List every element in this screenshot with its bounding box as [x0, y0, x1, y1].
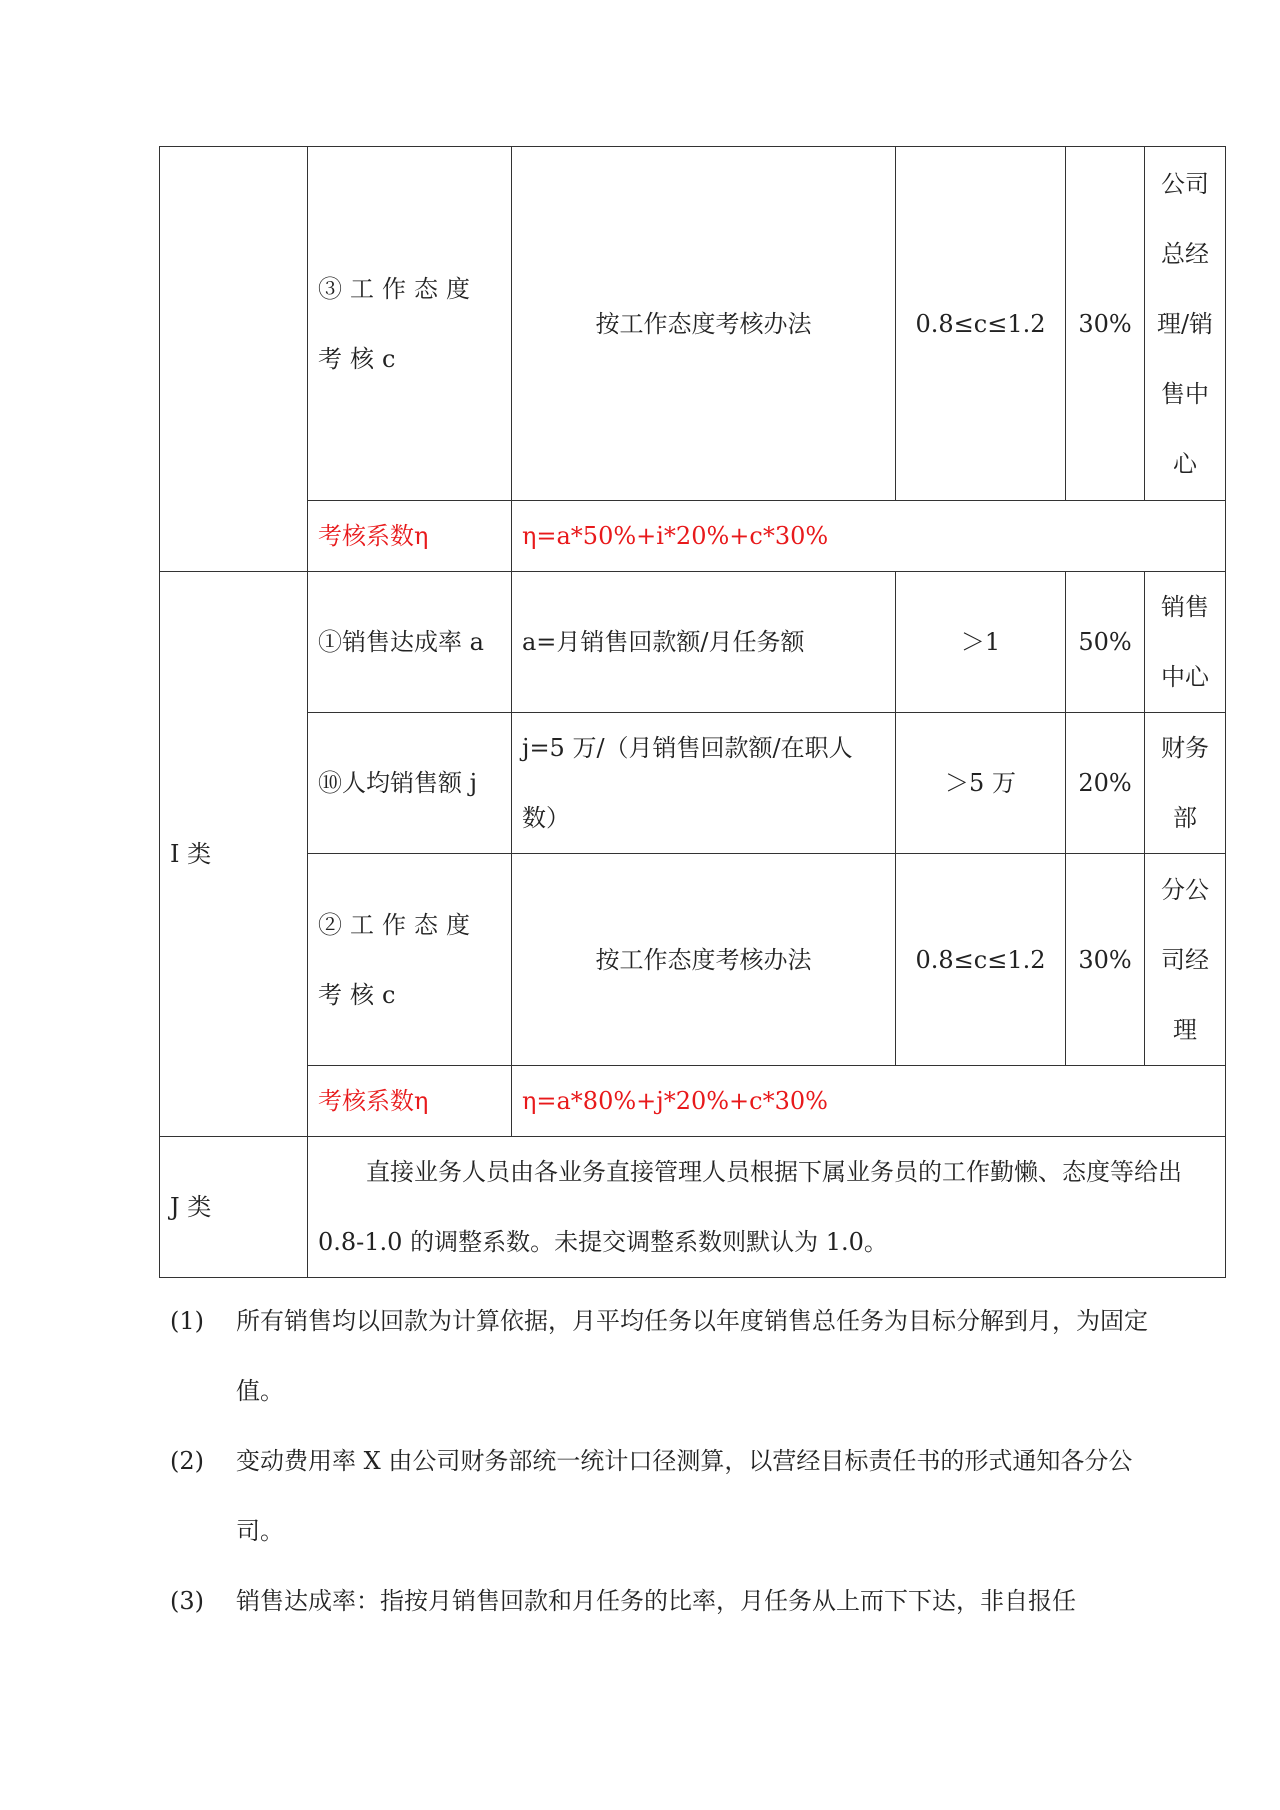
method-cell: a=月销售回款额/月任务额: [512, 572, 896, 713]
note-number: (3): [170, 1587, 204, 1615]
note-number: (1): [170, 1307, 204, 1335]
table-row: [160, 713, 1226, 854]
weight-cell: 30%: [1066, 147, 1145, 501]
notes-list: [170, 1286, 1170, 1636]
item-cell: ⑩人均销售额 j: [308, 713, 512, 854]
item-cell: ①销售达成率 a: [308, 572, 512, 713]
assessment-table: [159, 146, 1226, 1278]
range-cell: 0.8≤c≤1.2: [896, 147, 1066, 501]
list-item: [170, 1286, 1170, 1426]
item-cell: ③工作态度考核c: [308, 147, 512, 501]
weight-cell: 30%: [1066, 854, 1145, 1066]
coef-formula-cell: η=a*80%+j*20%+c*30%: [512, 1066, 1226, 1137]
list-item: [170, 1566, 1170, 1636]
coef-formula-cell: η=a*50%+i*20%+c*30%: [512, 501, 1226, 572]
category-cell-j: J 类: [160, 1137, 308, 1278]
range-cell: 0.8≤c≤1.2: [896, 854, 1066, 1066]
table-row: [160, 572, 1226, 713]
note-number: (2): [170, 1447, 204, 1475]
j-class-description: 直接业务人员由各业务直接管理人员根据下属业务员的工作勤懒、态度等给出 0.8-1.0 的调整系数。未提交调整系数则默认为 1.0。: [308, 1137, 1226, 1278]
table-row: [160, 1066, 1226, 1137]
method-cell: 按工作态度考核办法: [512, 147, 896, 501]
weight-cell: 50%: [1066, 572, 1145, 713]
note-text: 销售达成率：指按月销售回款和月任务的比率，月任务从上而下下达，非自报任: [236, 1587, 1076, 1615]
category-cell-i: I 类: [160, 572, 308, 1137]
coef-label-cell: 考核系数η: [308, 501, 512, 572]
list-item: [170, 1426, 1170, 1566]
dept-cell: 销售中心: [1145, 572, 1226, 713]
method-cell: j=5 万/（月销售回款额/在职人数）: [512, 713, 896, 854]
range-cell: ＞1: [896, 572, 1066, 713]
dept-cell: 分公司经理: [1145, 854, 1226, 1066]
table-row: [160, 501, 1226, 572]
coef-label-cell: 考核系数η: [308, 1066, 512, 1137]
table-row: [160, 1137, 1226, 1278]
weight-cell: 20%: [1066, 713, 1145, 854]
method-cell: 按工作态度考核办法: [512, 854, 896, 1066]
dept-cell: 公司总经理/销售中心: [1145, 147, 1226, 501]
dept-cell: 财务部: [1145, 713, 1226, 854]
table-row: [160, 147, 1226, 501]
table-row: [160, 854, 1226, 1066]
range-cell: ＞5 万: [896, 713, 1066, 854]
category-cell-empty: [160, 147, 308, 572]
note-text: 变动费用率 X 由公司财务部统一统计口径测算，以营经目标责任书的形式通知各分公司。: [236, 1447, 1133, 1545]
item-cell: ②工作态度考核c: [308, 854, 512, 1066]
note-text: 所有销售均以回款为计算依据，月平均任务以年度销售总任务为目标分解到月，为固定值。: [236, 1307, 1148, 1405]
